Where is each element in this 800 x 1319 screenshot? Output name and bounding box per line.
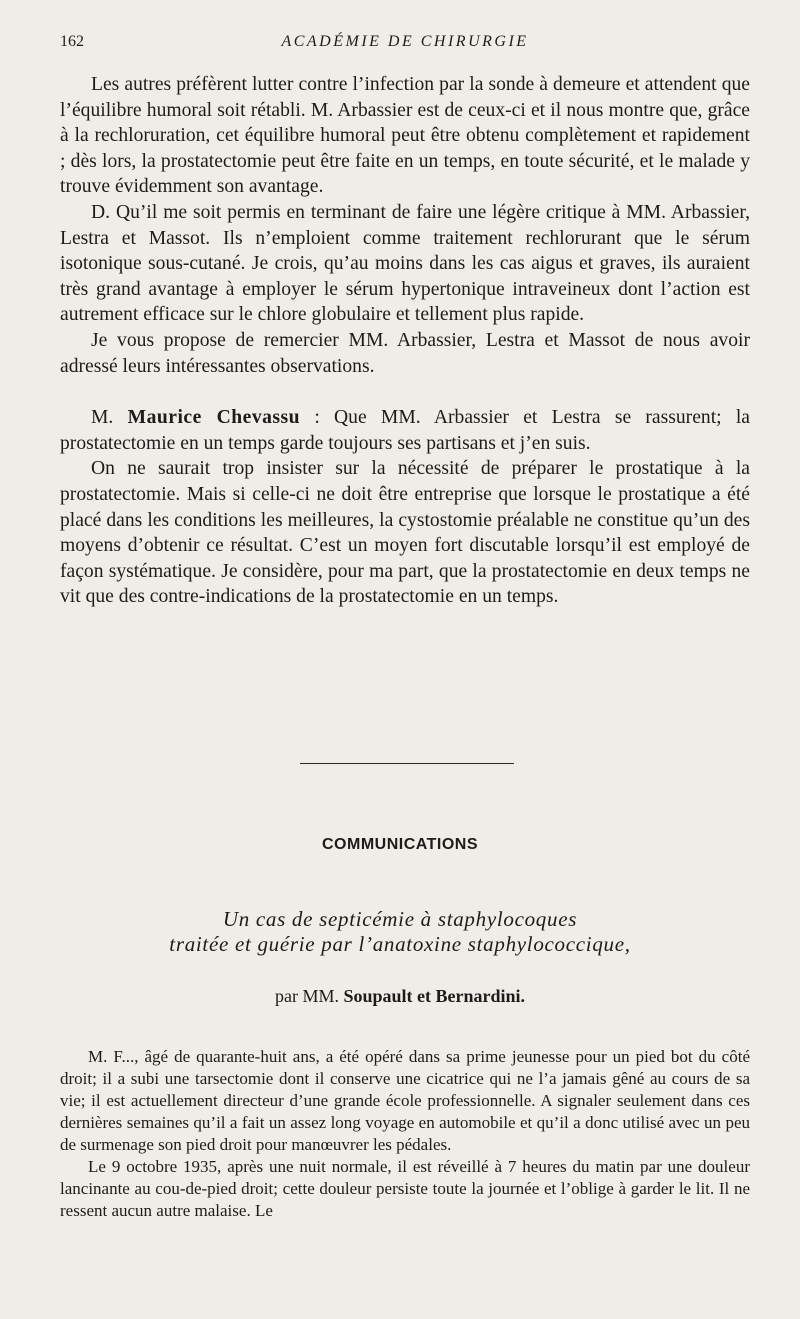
paragraph: D. Qu’il me soit permis en terminant de faire une légère critique à MM. Arbassier, Lestra et Massot. Ils n’emploient comme traitement rechlorurant que le sérum isotonique sous-cutané. Je crois, qu’au moins dans les cas aigus et graves, ils auraient très grand avantage à employer le sérum hypertonique intraveineux dont l’action est autrement efficace sur le chlore globulaire et tellement plus rapide. xyxy=(60,201,750,326)
article-title xyxy=(0,907,800,957)
author-names: Soupault et Bernardini. xyxy=(343,986,526,1006)
speaker-paragraph xyxy=(60,405,750,456)
page-header xyxy=(60,33,750,53)
speaker-name: Maurice Chevassu xyxy=(127,407,301,429)
speaker-prefix: M. xyxy=(91,407,114,429)
discussion-text xyxy=(60,72,750,610)
section-heading: COMMUNICATIONS xyxy=(321,836,479,853)
paragraph: M. F..., âgé de quarante-huit ans, a été opéré dans sa prime jeunesse pour un pied bot du côté droit; il a subi une tarsectomie dont il conserve une cicatrice qui ne l’a jamais gêné au cours de sa vie; il est actuellement directeur d’une grande école professionnelle. A signaler seulement dans ces dernières semaines qu’il a fait un assez long voyage en automobile et qu’il a donc utilisé avec un peu de surmenage son pied droit pour manœuvrer les pédales. xyxy=(60,1047,750,1154)
section-divider xyxy=(300,763,514,764)
article-body xyxy=(60,1046,750,1222)
running-title: ACADÉMIE DE CHIRURGIE xyxy=(281,33,529,50)
speaker-text: : Que MM. Arbassier et Lestra se rassurent; la prostatectomie en un temps garde toujours ses partisans et j’en suis. xyxy=(60,407,750,454)
article-title-line: Un cas de septicémie à staphylocoques xyxy=(222,907,578,931)
paragraph: Je vous propose de remercier MM. Arbassier, Lestra et Massot de nous avoir adressé leurs intéressantes observations. xyxy=(60,329,750,377)
paragraph: Le 9 octobre 1935, après une nuit normale, il est réveillé à 7 heures du matin par une douleur lancinante au cou-de-pied droit; cette douleur persiste toute la journée et l’oblige à garder le lit. Il ne ressent aucun autre malaise. Le xyxy=(60,1157,750,1220)
article-authors xyxy=(0,986,800,1007)
paragraph: Les autres préfèrent lutter contre l’infection par la sonde à demeure et attendent que l’équilibre humoral soit rétabli. M. Arbassier est de ceux-ci et il nous montre que, grâce à la rechloruration, cet équilibre humoral peut être obtenu complètement et rapidement ; dès lors, la prostatectomie peut être faite en un temps, en toute sécurité, et le malade y trouve évidemment son avantage. xyxy=(60,74,750,198)
page-number: 162 xyxy=(60,33,84,50)
authors-prefix: par MM. xyxy=(274,986,339,1006)
article-title-line: traitée et guérie par l’anatoxine staphylococcique, xyxy=(169,932,631,956)
paragraph: On ne saurait trop insister sur la nécessité de préparer le prostatique à la prostatectomie. Mais si celle-ci ne doit être entreprise que lorsque le prostatique a été placé dans les conditions les meilleures, la cystostomie préalable ne constitue qu’un des moyens d’obtenir ce résultat. C’est un moyen fort discutable lorsqu’il est employé de façon systématique. Je considère, pour ma part, que la prostatectomie en deux temps ne vit que des contre-indications de la prostatectomie en un temps. xyxy=(60,458,750,608)
